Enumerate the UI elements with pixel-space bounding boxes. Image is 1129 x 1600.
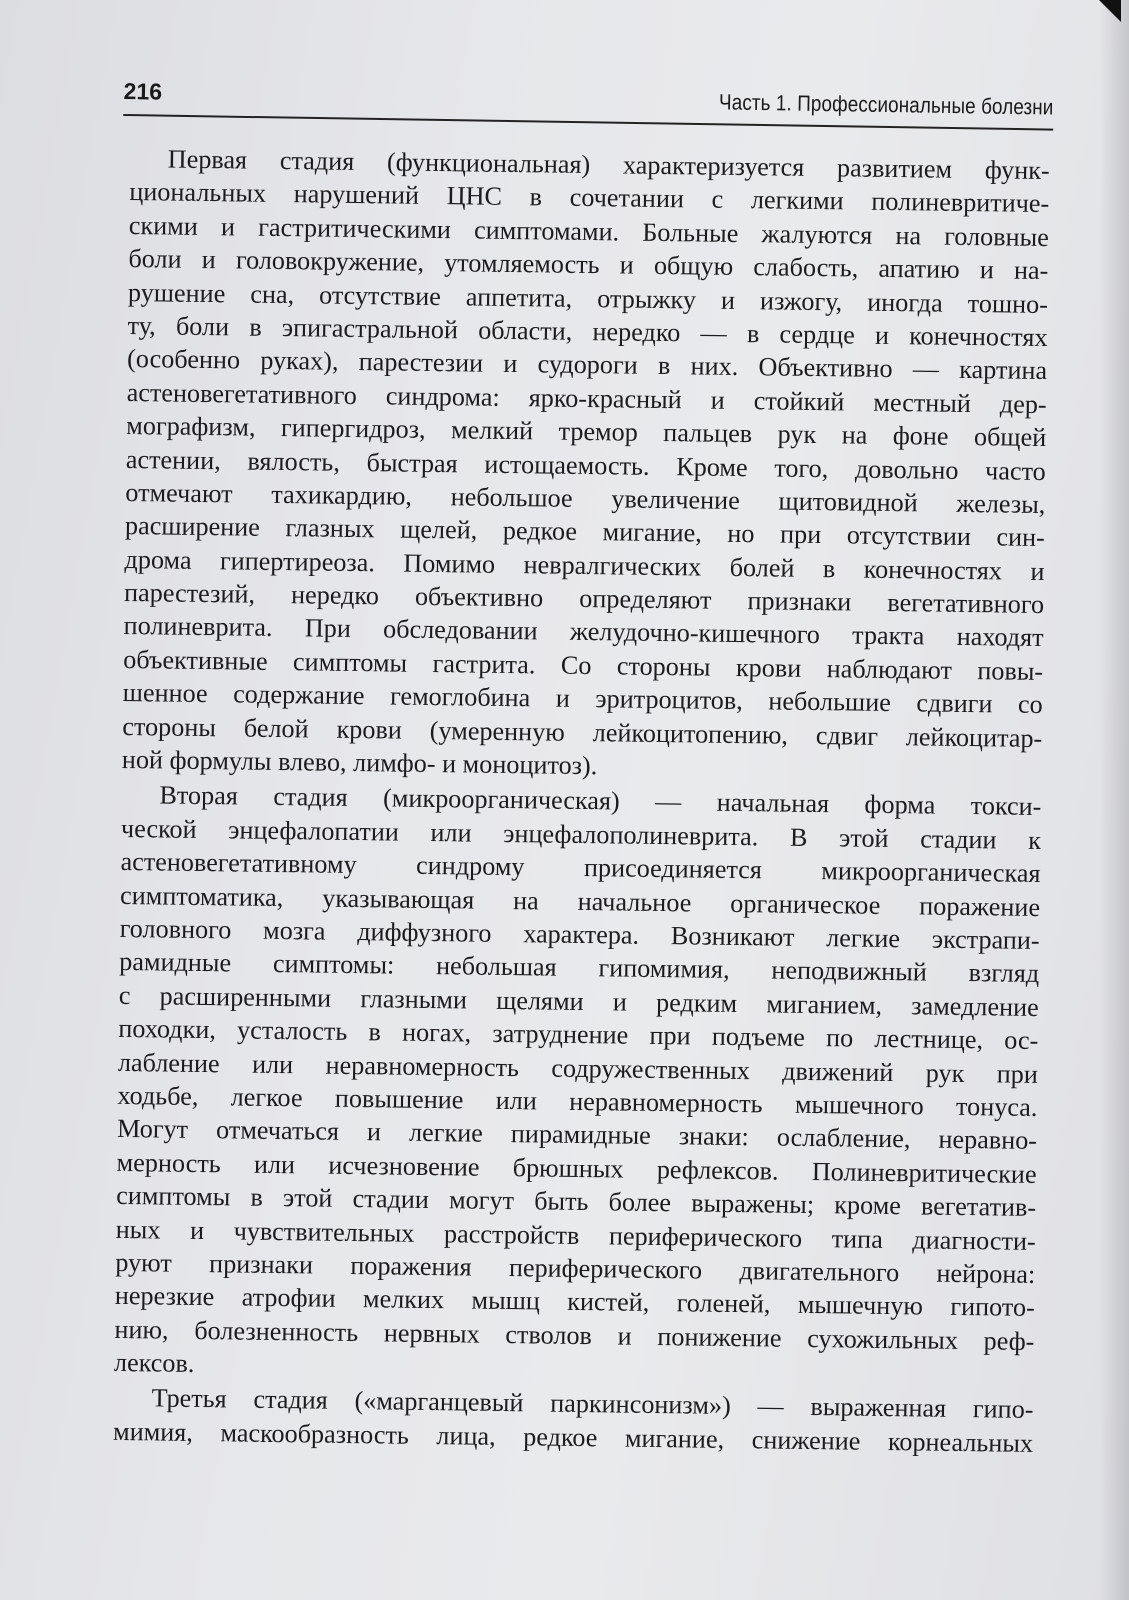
text-line: расширение глазных щелей, редкое мигание, но при отсутствии син- [124,511,1046,553]
text-line: нерезкие атрофии мелких мышц кистей, голеней, мышечную гипото- [114,1281,1036,1323]
corner-mark [1099,0,1121,22]
text-line: ту, боли в эпигастральной области, нередко — в сердце и конечностях [127,310,1048,352]
text-line: симптомы в этой стадии могут быть более выражены; кроме вегетатив- [116,1181,1037,1223]
text-line: симптоматика, указывающая на начальное органическое поражение [119,880,1041,922]
text-line: походки, усталость в ногах, затруднение при подъеме по лестнице, ос- [118,1014,1039,1056]
text-line: боли и головокружение, утомляемость и общую слабость, апатию и на- [128,244,1049,286]
text-line: лексов. [113,1347,195,1379]
page-number: 216 [123,77,163,105]
text-line: дрома гипертиреоза. Помимо невралгических болей в конечностях и [124,544,1045,586]
text-line: отмечают тахикардию, небольшое увеличение щитовидной железы, [125,477,1046,519]
paragraph-stage-3 [113,1381,1034,1460]
text-line: руют признаки поражения периферического двигательного нейрона: [115,1247,1036,1289]
text-line: объективные симптомы гастрита. Со стороны крови наблюдают повы- [123,644,1044,686]
text-line: Третья стадия («марганцевый паркинсонизм») — выраженная гипо- [151,1383,1034,1425]
text-line: скими и гастритическими симптомами. Больные жалуются на головные [128,210,1050,252]
text-line: ходьбе, легкое повышение или неравномерность мышечного тонуса. [117,1080,1038,1122]
text-line: парестезий, нередко объективно определяют признаки вегетативного [123,578,1045,620]
text-line: рамидные симптомы: небольшая гипомимия, неподвижный взгляд [119,947,1040,989]
text-line: нию, болезненность нервных стволов и понижение сухожильных реф- [114,1314,1035,1356]
text-line: циональных нарушений ЦНС в сочетании с легкими полиневритиче- [129,177,1050,219]
text-line: мимия, маскообразность лица, редкое мигание, снижение корнеальных [112,1416,1034,1458]
text-line: шенное содержание гемоглобина и эритроцитов, небольшие сдвиги со [122,678,1043,720]
text-line: Вторая стадия (микроорганическая) — начальная форма токси- [159,780,1042,822]
running-title: Часть 1. Профессиональные болезни [718,89,1054,120]
text-line: рушение сна, отсутствие аппетита, отрыжку и изжогу, иногда тошно- [127,277,1049,319]
page-edge-shadow [1099,0,1129,1600]
paragraph-stage-1 [122,142,1050,788]
text-line: мерность или исчезновение брюшных рефлексов. Полиневритические [116,1147,1037,1189]
text-line: (особенно руках), парестезии и судороги в них. Объективно — картина [126,344,1048,386]
text-line: астеновегетативному синдрому присоединяется микроорганическая [120,847,1041,889]
page-header [123,70,1054,131]
text-line: астении, вялость, быстрая истощаемость. Кроме того, довольно часто [125,444,1046,486]
paragraph-stage-2 [114,778,1042,1391]
text-line: полиневрита. При обследовании желудочно-кишечного тракта находят [123,611,1044,653]
text-line: головного мозга диффузного характера. Возникают легкие экстрапи- [119,913,1040,955]
text-line: ных и чувствительных расстройств периферического типа диагности- [115,1214,1036,1256]
text-line: Первая стадия (функциональная) характеризуется развитием функ- [167,144,1050,186]
body-text [113,142,1050,1460]
text-line: астеновегетативного синдрома: ярко-красный и стойкий местный дер- [126,377,1047,419]
text-line: мографизм, гипергидроз, мелкий тремор пальцев рук на фоне общей [126,411,1047,453]
text-line: стороны белой крови (умеренную лейкоцитопению, сдвиг лейкоцитар- [122,711,1043,753]
text-line: лабление или неравномерность содружественных движений рук при [117,1047,1039,1089]
text-line: с расширенными глазными щелями и редким миганием, замедление [118,980,1039,1022]
text-line: ной формулы влево, лимфо- и моноцитоз). [121,744,598,781]
text-line: Могут отмечаться и легкие пирамидные знаки: ослабление, неравно- [116,1114,1038,1156]
text-line: ческой энцефалопатии или энцефалополиневрита. В этой стадии к [120,813,1042,855]
